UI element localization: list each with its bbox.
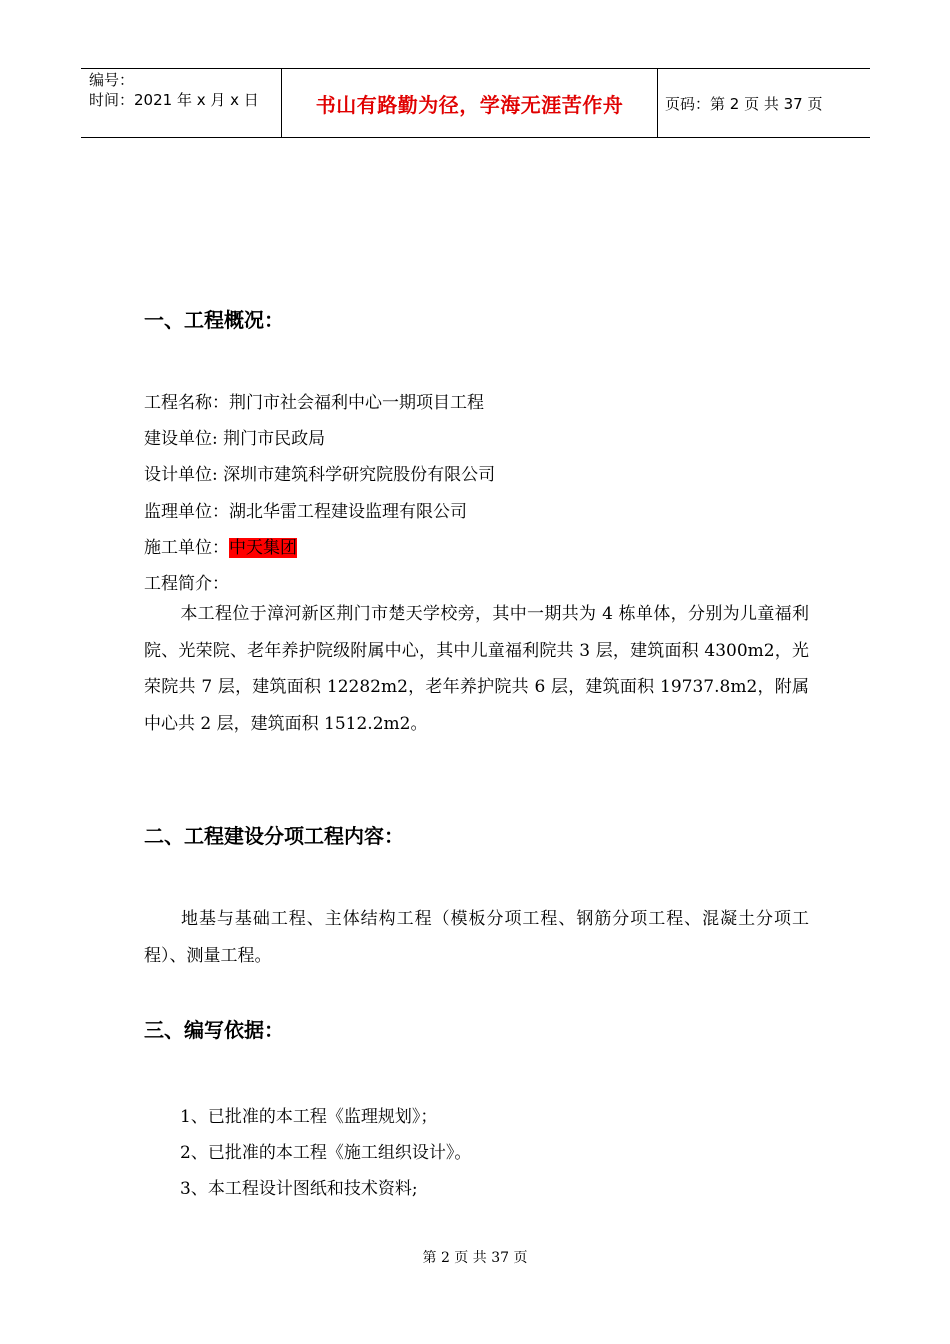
header-motto-cell [282,69,658,137]
intro-text: 本工程位于漳河新区荆门市楚天学校旁，其中一期共为 4 栋单体，分别为儿童福利院、光荣院、老年养护院级附属中心，其中儿童福利院共 3 层，建筑面积 4300m2，光荣院共 7 层，建筑面积 12282m2，老年养护院共 6 层，建筑面积 19737.8m2，附属中心共 2 层，建筑面积 1512.2m2。 [144,604,809,734]
number-label: 编号： [89,71,135,89]
intro-label: 工程简介： [144,574,229,594]
contractor-value: 中天集团 [229,538,297,558]
basis-item-2: 2、已批准的本工程《施工组织设计》。 [180,1143,472,1163]
contractor-label: 施工单位： [144,538,229,558]
basis-item-3: 3、本工程设计图纸和技术资料; [180,1179,418,1199]
section-1-title: 一、工程概况： [144,308,284,332]
project-name-line: 工程名称：荆门市社会福利中心一期项目工程 [144,393,484,413]
page-footer: 第 2 页 共 37 页 [422,1250,528,1266]
section-2-text: 地基与基础工程、主体结构工程（模板分项工程、钢筋分项工程、混凝土分项工程）、测量工程。 [144,909,809,966]
header-page-info [665,69,822,137]
time-label: 时间：2021 年 x 月 x 日 [89,91,259,109]
basis-item-1: 1、已批准的本工程《监理规划》； [180,1107,438,1127]
supervisor-line: 监理单位：湖北华雷工程建设监理有限公司 [144,502,467,522]
contractor-line [144,533,297,558]
section-2-paragraph [144,901,809,974]
designer-line: 设计单位: 深圳市建筑科学研究院股份有限公司 [144,465,496,485]
header-meta [81,69,282,137]
page-header [81,68,870,138]
motto-text: 书山有路勤为径，学海无涯苦作舟 [315,92,624,117]
page-info-text: 页码：第 2 页 共 37 页 [665,94,823,113]
intro-paragraph [144,596,809,742]
builder-line: 建设单位: 荆门市民政局 [144,429,326,449]
section-2-title: 二、工程建设分项工程内容： [144,824,404,848]
section-3-title: 三、编写依据： [144,1018,284,1042]
